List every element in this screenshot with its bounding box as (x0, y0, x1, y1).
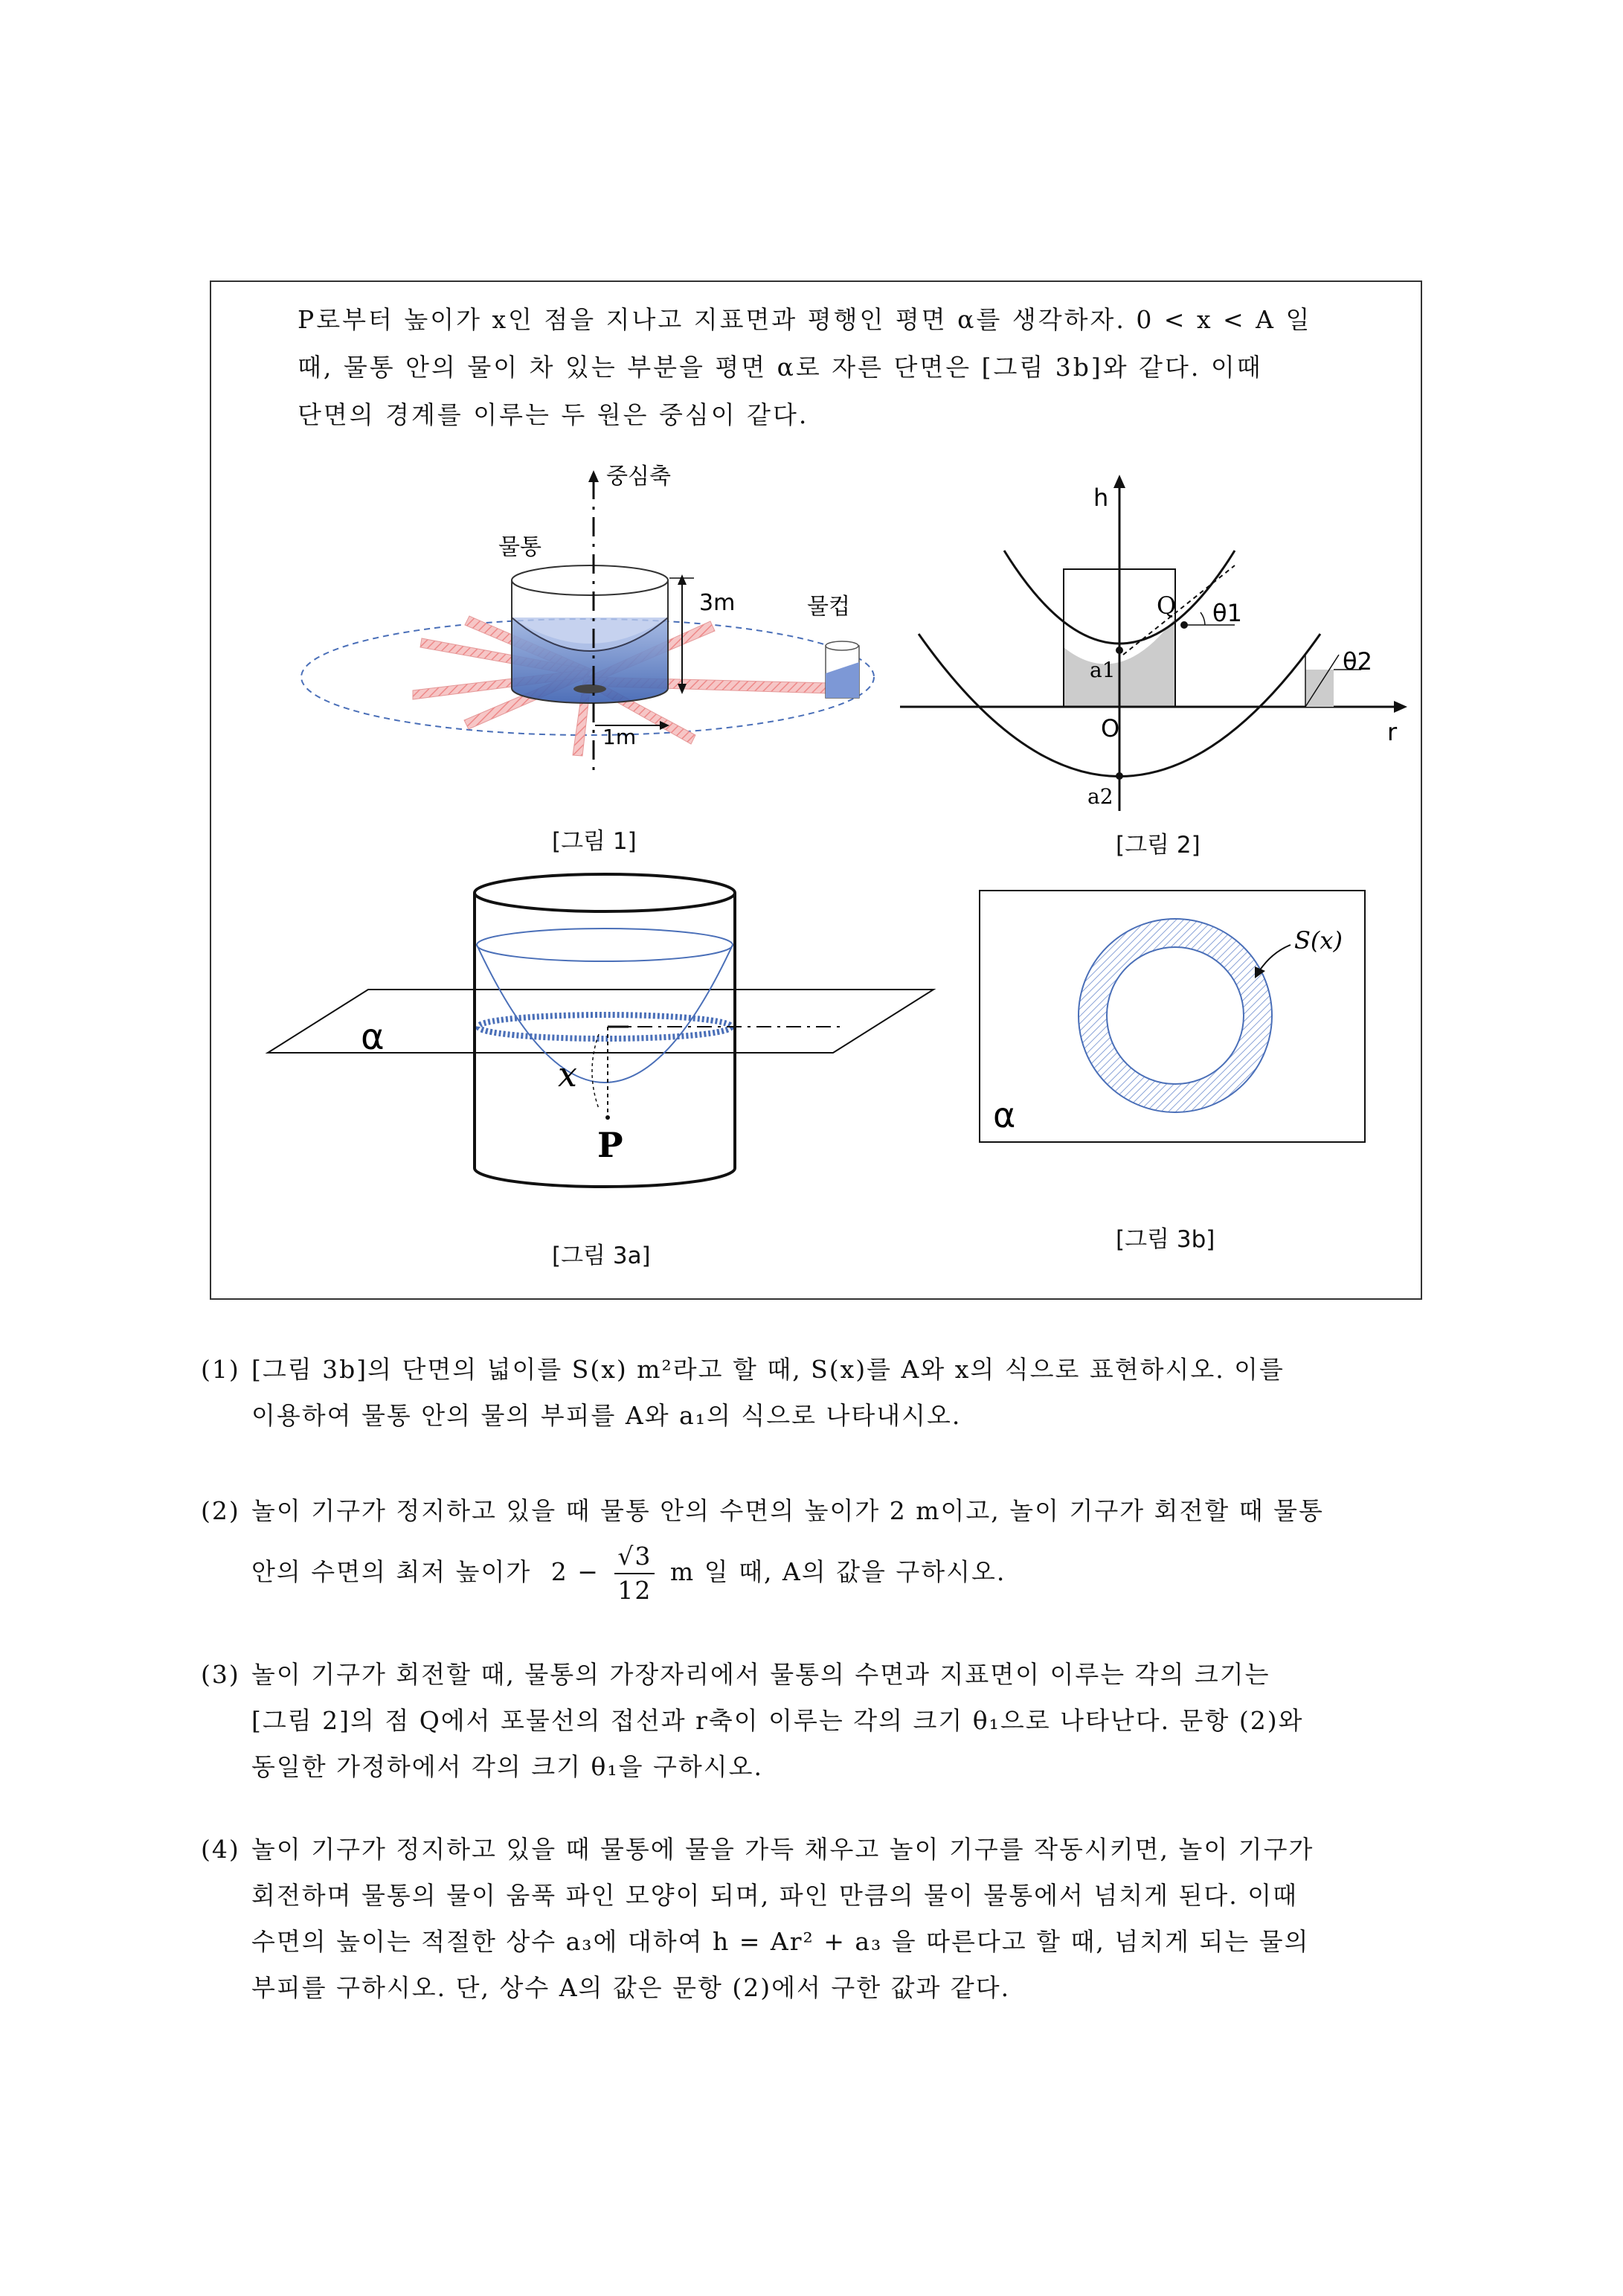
q-label: Q (1157, 591, 1177, 620)
intro-line-3: 단면의 경계를 이루는 두 원은 중심이 같다. (298, 400, 809, 429)
sqrt3-over-12-fraction (614, 1540, 655, 1607)
figure-3a (264, 870, 948, 1220)
height-label: 3m (699, 590, 736, 616)
cross-section-ring (478, 1015, 731, 1039)
a1-label: a1 (1090, 658, 1116, 682)
inner-circle (1107, 947, 1244, 1084)
question-2-line-2 (251, 1540, 1436, 1607)
question-1-line-1: [그림 3b]의 단면의 넓이를 S(x) m²라고 할 때, S(x)를 A와 x의 식으로 표현하시오. 이를 (251, 1355, 1285, 1384)
question-4-number: (4) (201, 1835, 240, 1864)
question-4-line-3: 수면의 높이는 적절한 상수 a₃에 대하여 h = Ar² + a₃ 을 따른다고 할 때, 넘치게 되는 물의 (251, 1927, 1310, 1956)
fraction-denominator: 12 (617, 1576, 652, 1605)
a2-label: a2 (1087, 784, 1113, 809)
alpha-label: α (361, 1016, 385, 1058)
alpha-label-3b: α (993, 1095, 1016, 1135)
question-4-line-1: 놀이 기구가 정지하고 있을 때 물통에 물을 가득 채우고 놀이 기구를 작동시키면, 놀이 기구가 (251, 1835, 1314, 1864)
question-2-expr: 2 − (550, 1557, 600, 1586)
question-4-line-4: 부피를 구하시오. 단, 상수 A의 값은 문항 (2)에서 구한 값과 같다. (251, 1973, 1011, 2002)
bucket-label: 물통 (498, 534, 541, 560)
question-3-line-2: [그림 2]의 점 Q에서 포물선의 접선과 r축이 이루는 각의 크기 θ₁으로 나타난다. 문항 (2)와 (251, 1706, 1304, 1735)
h-axis-label: h (1093, 484, 1109, 512)
origin-label: O (1101, 714, 1120, 743)
question-3-line-1: 놀이 기구가 회전할 때, 물통의 가장자리에서 물통의 수면과 지표면이 이루는 각의 크기는 (251, 1660, 1270, 1689)
intro-paragraph (298, 296, 1413, 439)
fig2-caption: [그림 2] (1116, 832, 1201, 859)
question-2-line-2-post: m 일 때, A의 값을 구하시오. (669, 1557, 1006, 1586)
question-3-number: (3) (201, 1660, 240, 1689)
question-2-line-2-pre: 안의 수면의 최저 높이가 (251, 1557, 532, 1586)
question-2-number: (2) (201, 1496, 240, 1525)
intro-line-2: 때, 물통 안의 물이 차 있는 부분을 평면 α로 자른 단면은 [그림 3b]와 같다. 이때 (298, 353, 1263, 382)
fraction-numerator: √3 (614, 1540, 655, 1574)
theta2-label: θ2 (1343, 647, 1372, 676)
s-label: S(x) (1294, 926, 1343, 955)
fig3a-caption: [그림 3a] (552, 1242, 651, 1269)
r-axis-label: r (1387, 718, 1398, 746)
axis-label: 중심축 (606, 464, 671, 490)
question-3-line-3: 동일한 가정하에서 각의 크기 θ₁을 구하시오. (251, 1752, 763, 1781)
x-label: x (558, 1054, 577, 1094)
question-2 (201, 1488, 1436, 1607)
question-1-number: (1) (201, 1355, 240, 1384)
figure-2 (893, 469, 1413, 818)
cup-label: 물컵 (807, 594, 850, 620)
fig3b-caption: [그림 3b] (1116, 1226, 1215, 1253)
question-3 (201, 1652, 1436, 1790)
question-4-line-2: 회전하며 물통의 물이 움푹 파인 모양이 되며, 파인 만큼의 물이 물통에서 넘치게 된다. 이때 (251, 1881, 1298, 1910)
intro-line-1: P로부터 높이가 x인 점을 지나고 지표면과 평행인 평면 α를 생각하자. 0 < x < A 일 (298, 305, 1312, 334)
question-2-line-1: 놀이 기구가 정지하고 있을 때 물통 안의 수면의 높이가 2 m이고, 놀이 기구가 회전할 때 물통 (251, 1496, 1324, 1525)
radius-label: 1m (602, 725, 637, 749)
figure-1 (294, 461, 889, 781)
question-4 (201, 1827, 1436, 2011)
p-label: P (597, 1125, 623, 1165)
theta1-label: θ1 (1212, 599, 1242, 627)
question-1-line-2: 이용하여 물통 안의 물의 부피를 A와 a₁의 식으로 나타내시오. (251, 1401, 962, 1430)
figure-3b (978, 889, 1372, 1146)
question-1 (201, 1347, 1436, 1439)
fig1-caption: [그림 1] (552, 828, 637, 855)
